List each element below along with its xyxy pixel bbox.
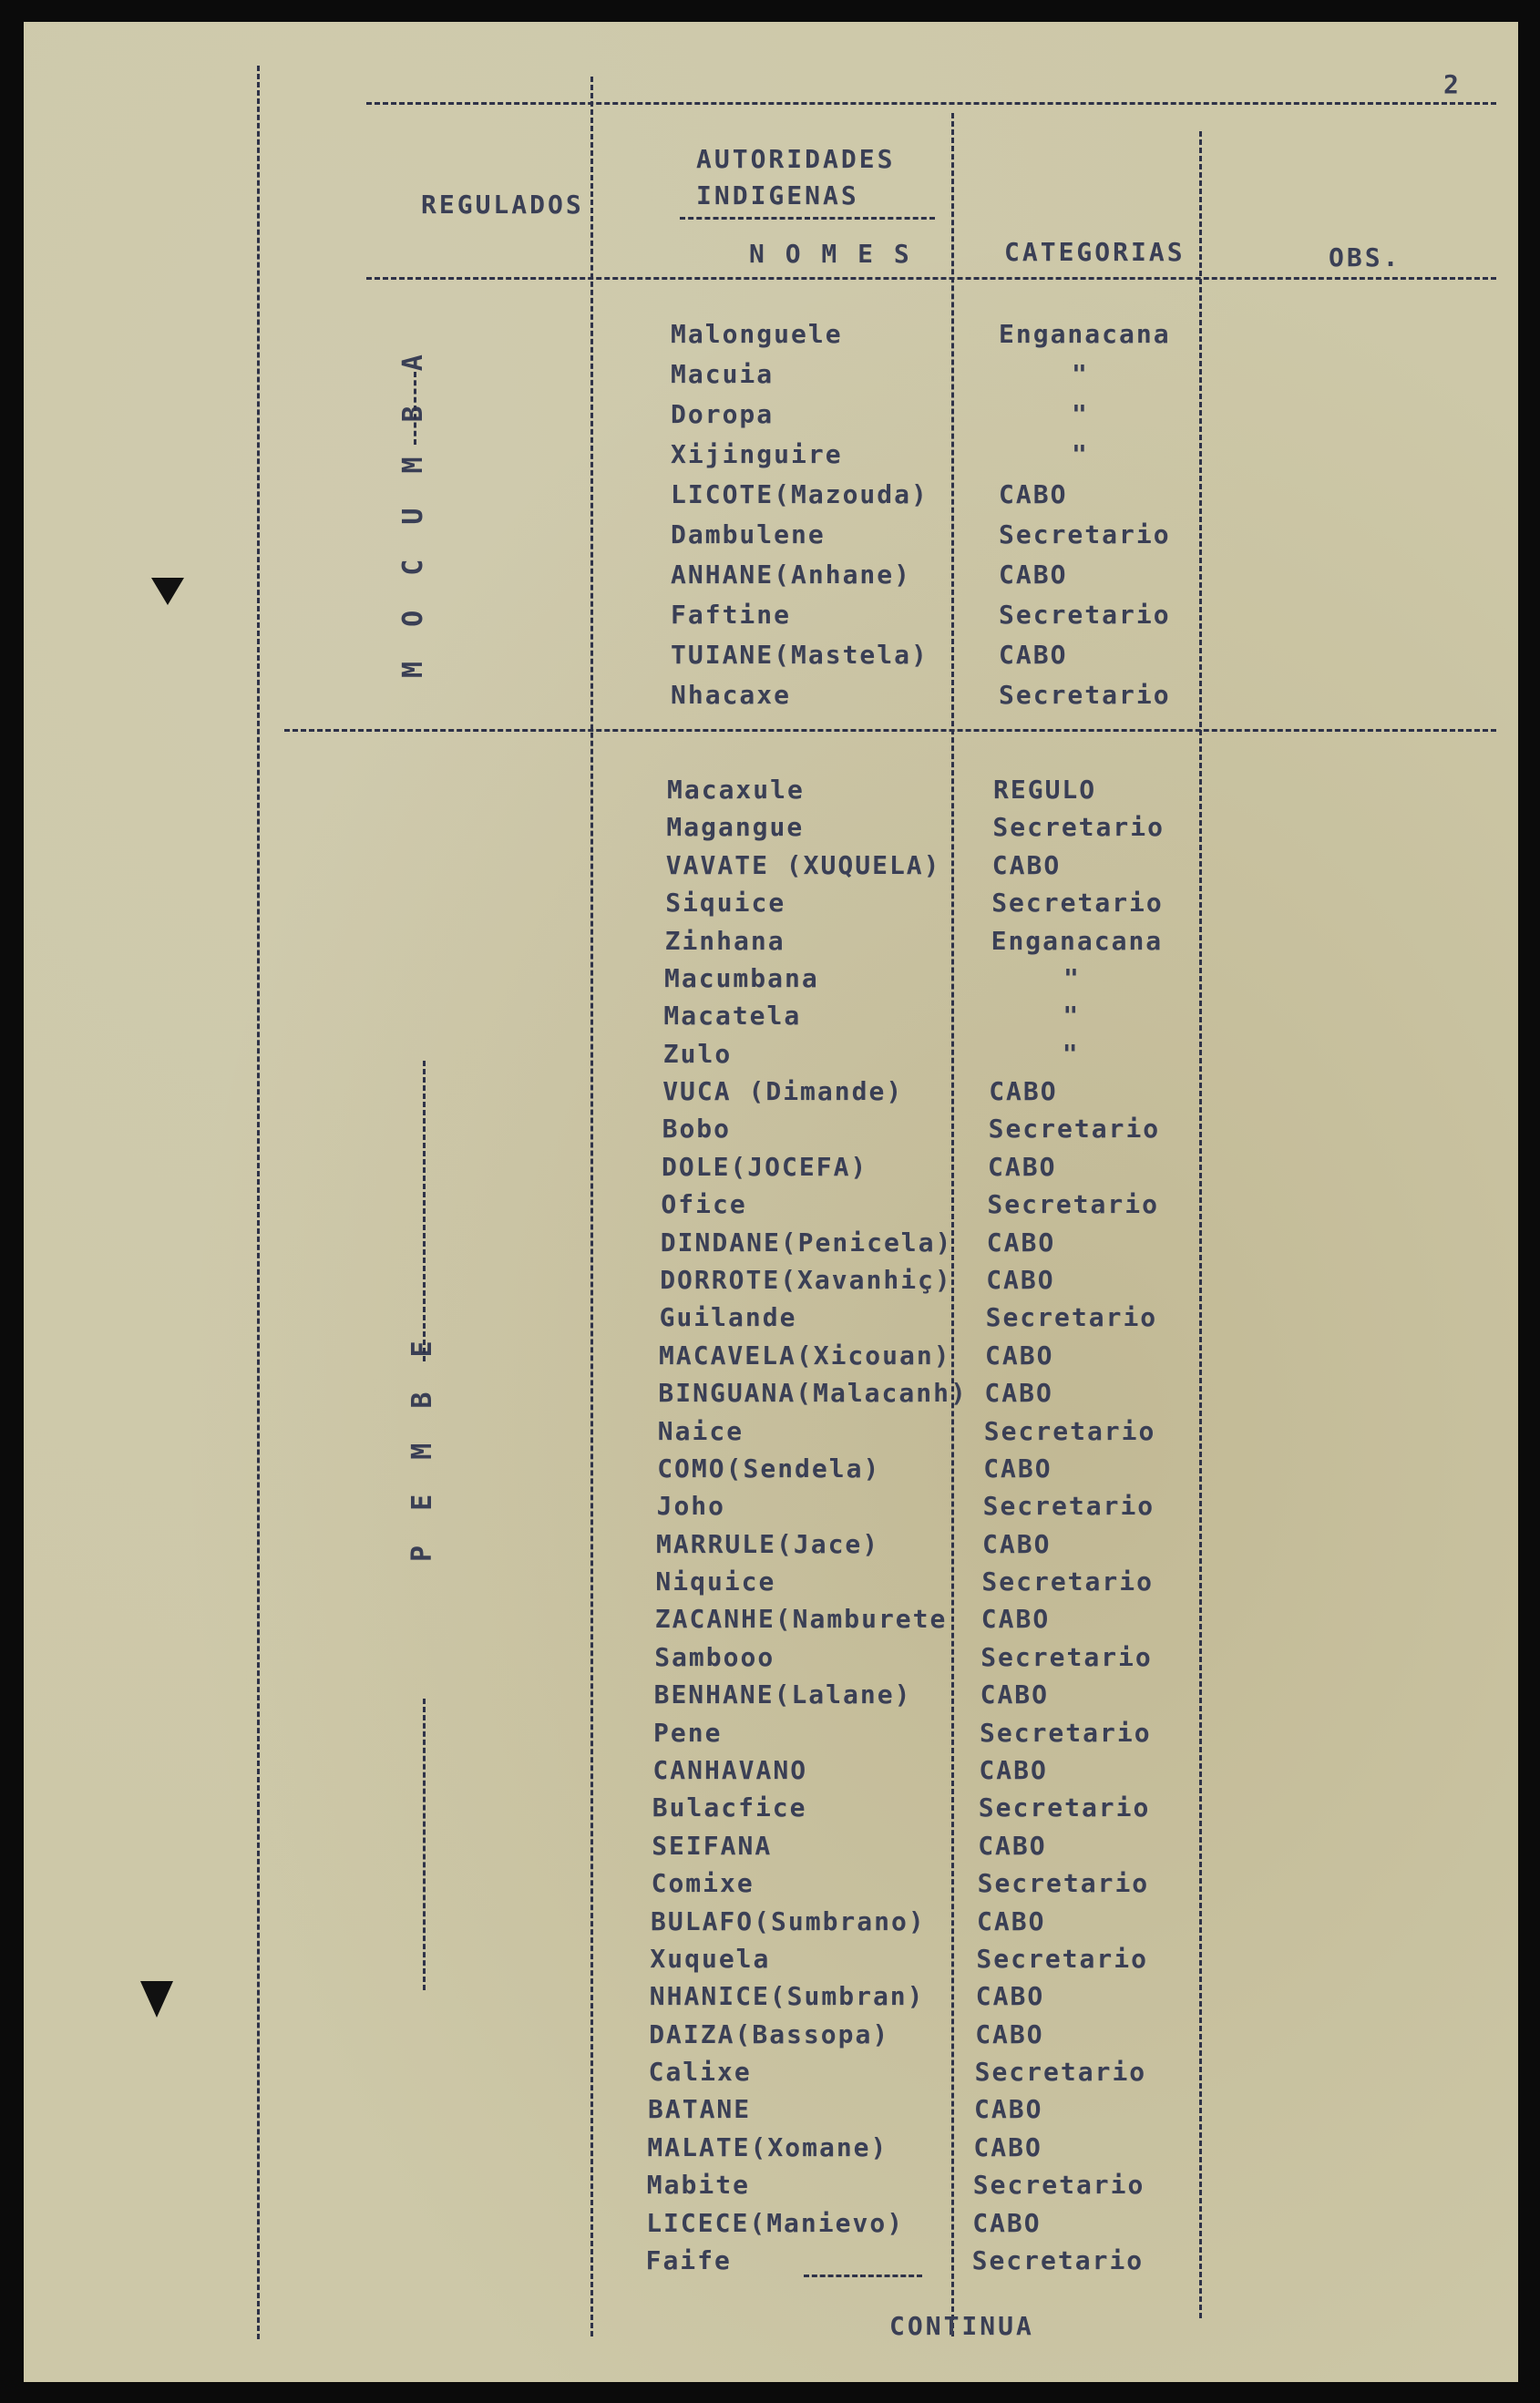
entry-categoria: Secretario (971, 2245, 1145, 2275)
header-indigenas: INDIGENAS (696, 180, 859, 211)
entry-nome: VAVATE (XUQUELA) (665, 849, 941, 880)
entry-nome: Siquice (665, 888, 786, 919)
entry-categoria: CABO (979, 1755, 1048, 1785)
entry-categoria: CABO (984, 1378, 1053, 1409)
entry-categoria: Secretario (999, 519, 1171, 549)
entry-categoria: Secretario (976, 1943, 1148, 1974)
entry-categoria: Secretario (988, 1114, 1161, 1145)
punch-hole-mark (151, 578, 184, 605)
entry-categoria: CABO (985, 1340, 1054, 1371)
entry-nome: Pene (653, 1717, 723, 1748)
entry-categoria: CABO (986, 1227, 1056, 1258)
entry-categoria: CABO (999, 560, 1068, 590)
entry-nome: DINDANE(Penicela) (660, 1227, 953, 1258)
entry-categoria: Enganacana (991, 925, 1164, 956)
entry-nome: MACAVELA(Xicouan) (659, 1340, 951, 1371)
entry-categoria: Secretario (981, 1566, 1154, 1597)
entry-categoria: " (1072, 359, 1089, 389)
entry-categoria: " (1062, 1038, 1080, 1069)
entry-categoria: " (1063, 962, 1081, 993)
entry-categoria: Secretario (999, 680, 1171, 710)
entry-categoria: Secretario (980, 1717, 1152, 1748)
entry-nome: Comixe (651, 1868, 755, 1899)
group-separator-line (284, 729, 1496, 732)
entry-categoria: CABO (974, 2094, 1043, 2125)
entry-categoria: CABO (973, 2131, 1042, 2162)
entry-categoria: CABO (975, 1981, 1045, 2012)
entry-nome: LICOTE(Mazouda) (671, 479, 929, 509)
entry-nome: Joho (656, 1491, 726, 1522)
group-label-pembe: P E M B E (406, 1331, 438, 1562)
entry-nome: VUCA (Dimande) (662, 1076, 904, 1107)
entry-nome: Macuia (671, 359, 775, 389)
group-label-mocumba: M O C U M B A (397, 345, 429, 678)
entry-nome: Faftine (671, 600, 792, 630)
entry-nome: MARRULE(Jace) (656, 1528, 880, 1559)
categorias-divider (1199, 131, 1202, 2318)
entry-nome: DORROTE(Xavanhiç) (660, 1265, 952, 1295)
entry-categoria: CABO (978, 1830, 1047, 1861)
entry-categoria: CABO (986, 1265, 1055, 1295)
entry-categoria: CABO (980, 1679, 1050, 1710)
entry-nome: Magangue (666, 812, 805, 843)
entry-categoria: Enganacana (999, 319, 1171, 349)
entry-nome: Macumbana (664, 962, 819, 993)
entry-nome: Bobo (662, 1114, 732, 1145)
entry-categoria: CABO (983, 1453, 1052, 1484)
entry-nome: Doropa (671, 399, 775, 429)
entry-categoria: " (1072, 399, 1089, 429)
entry-categoria: Secretario (977, 1868, 1150, 1899)
document-page (24, 22, 1518, 2382)
entry-nome: Bulacfice (652, 1792, 807, 1823)
entry-nome: MALATE(Xomane) (647, 2131, 888, 2162)
entry-nome: Zinhana (664, 925, 785, 956)
entry-categoria: CABO (999, 640, 1068, 670)
indigenas-underline (680, 217, 935, 220)
footer-short-line (804, 2275, 922, 2277)
footer-continua: CONTINUA (889, 2311, 1034, 2341)
entry-nome: Malonguele (671, 319, 843, 349)
entry-nome: LICECE(Manievo) (646, 2207, 905, 2238)
entry-nome: SEIFANA (652, 1830, 773, 1861)
entry-categoria: Secretario (974, 2057, 1147, 2088)
entry-nome: Faife (645, 2245, 732, 2275)
entry-nome: BINGUANA(Malacanh) (658, 1378, 968, 1409)
entry-categoria: Secretario (985, 1302, 1158, 1333)
pembe-dash-line-upper (423, 1061, 426, 1361)
entry-nome: DAIZA(Bassopa) (649, 2018, 890, 2049)
entry-nome: Guilande (659, 1302, 797, 1333)
header-obs: OBS. (1329, 242, 1401, 272)
entry-categoria: Secretario (982, 1491, 1155, 1522)
entry-nome: Sambooo (654, 1641, 775, 1672)
mocumba-dash-line (414, 372, 416, 445)
entry-nome: Ofice (661, 1189, 747, 1220)
entry-categoria: CABO (980, 1604, 1051, 1635)
entry-nome: BULAFO(Sumbrano) (651, 1905, 926, 1936)
entry-nome: NHANICE(Sumbran) (649, 1981, 925, 2012)
entry-categoria: Secretario (999, 600, 1171, 630)
entry-nome: ANHANE(Anhane) (671, 560, 912, 590)
entry-nome: Xijinguire (671, 439, 843, 469)
entry-categoria: CABO (977, 1905, 1046, 1936)
entry-categoria: " (1063, 1001, 1081, 1032)
nomes-divider (951, 113, 954, 2336)
header-regulados: REGULADOS (421, 190, 584, 220)
entry-nome: BENHANE(Lalane) (653, 1679, 912, 1710)
entry-categoria: CABO (972, 2207, 1042, 2238)
entry-categoria: CABO (991, 849, 1062, 880)
header-categorias: CATEGORIAS (1004, 237, 1186, 267)
entry-categoria: Secretario (992, 812, 1165, 843)
entry-categoria: CABO (989, 1076, 1058, 1107)
header-bottom-line (366, 277, 1496, 280)
pembe-dash-line-lower (423, 1699, 426, 1990)
entry-categoria: " (1072, 439, 1089, 469)
entry-categoria: CABO (999, 479, 1068, 509)
entry-nome: Niquice (655, 1566, 776, 1597)
entry-nome: BATANE (648, 2094, 752, 2125)
entry-categoria: Secretario (983, 1415, 1156, 1446)
entry-categoria: Secretario (980, 1641, 1153, 1672)
entry-categoria: REGULO (993, 775, 1097, 805)
entry-nome: Xuquela (650, 1943, 771, 1974)
top-header-line (366, 102, 1496, 105)
entry-nome: Calixe (648, 2057, 752, 2088)
punch-hole-mark (140, 1981, 173, 2018)
entry-nome: Macatela (663, 1001, 802, 1032)
entry-categoria: Secretario (991, 888, 1164, 919)
entry-nome: Nhacaxe (671, 680, 792, 710)
entry-nome: Macaxule (667, 775, 805, 805)
entry-nome: CANHAVANO (652, 1755, 808, 1785)
entry-nome: TUIANE(Mastela) (671, 640, 929, 670)
regulados-divider (590, 77, 593, 2336)
entry-categoria: Secretario (972, 2170, 1145, 2201)
entry-categoria: CABO (975, 2018, 1044, 2049)
page-number: 2 (1443, 69, 1461, 99)
entry-categoria: Secretario (987, 1189, 1159, 1220)
entry-nome: ZACANHE(Namburete (654, 1604, 948, 1635)
entry-categoria: Secretario (978, 1792, 1151, 1823)
entry-nome: COMO(Sendela) (657, 1453, 881, 1484)
header-nomes: N O M E S (749, 239, 912, 269)
entry-nome: Zulo (662, 1038, 733, 1069)
entry-nome: Dambulene (671, 519, 826, 549)
entry-nome: Naice (657, 1415, 744, 1446)
entry-categoria: CABO (982, 1528, 1052, 1559)
entry-categoria: CABO (988, 1151, 1057, 1182)
entry-nome: Mabite (646, 2170, 750, 2201)
entry-nome: DOLE(JOCEFA) (662, 1151, 868, 1182)
header-autoridades: AUTORIDADES (696, 144, 896, 174)
left-border-line (257, 66, 260, 2339)
